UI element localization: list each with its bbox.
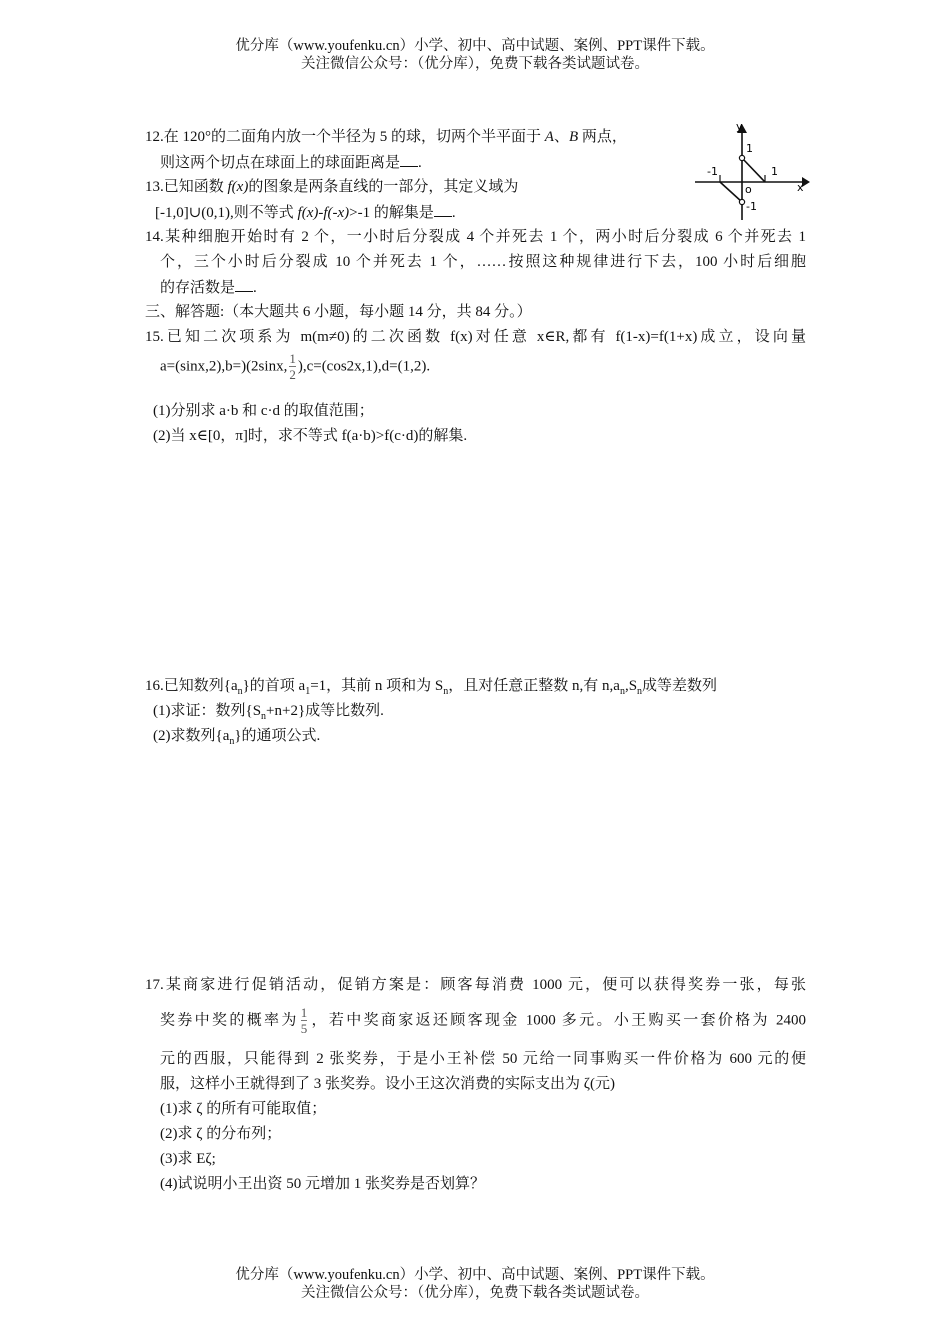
q16-line-1: 16.已知数列$\{a_n\}$的首项 $a_1=1$，其前 n 项和为 $S_n$，且对任意正整数 n,有 $n,a_n,S_n$成等差数列 (145, 678, 718, 697)
q16-part-2: (2)求数列$\{a_n\}$的通项公式. (153, 728, 321, 747)
graph-segment-left (720, 182, 742, 202)
q17-line-2: 奖券中奖的概率为 $\frac{1}{5}$ ，若中奖商家返还顾客现金 1000 多元。小王购买一套价格为 2400 (160, 1005, 806, 1036)
q14-line-3: 的存活数是 . (160, 277, 257, 298)
answer-blank (235, 277, 253, 292)
open-point-top (739, 155, 744, 160)
q14-line-2: 个，三个小时后分裂成 10 个并死去 1 个，……按照这种规律进行下去，100 小时后细胞 (160, 254, 806, 270)
q13-line-2: [-1,0]∪(0,1),则不等式 f(x)-f(-x)>-1 的解集是 . (155, 202, 456, 223)
open-point-bottom (739, 199, 744, 204)
q16-part-1: (1)求证：数列$\{S_n+n+2\}$成等比数列. (153, 703, 384, 722)
y-label: y (736, 120, 743, 133)
q17-line-4: 服，这样小王就得到了 3 张奖券。设小王这次消费的实际支出为 ζ(元) (160, 1076, 615, 1092)
point-a: A (544, 129, 554, 145)
q15-part-1: (1)分别求 a·b 和 c·d 的取值范围； (153, 403, 374, 419)
y-tick-label-minus-1: -1 (746, 200, 757, 213)
q17-part-2: (2)求 ζ 的分布列； (160, 1126, 282, 1142)
y-tick-label-1: 1 (746, 142, 753, 155)
point-b: B (568, 129, 579, 145)
q17-part-3: (3)求 Eζ; (160, 1151, 216, 1167)
tick-label-1: 1 (771, 165, 778, 178)
answer-blank (400, 152, 418, 167)
function-graph (690, 120, 810, 225)
x-label: x (797, 181, 804, 194)
q14-line-1: 14.某种细胞开始时有 2 个，一小时后分裂成 4 个并死去 1 个，两小时后分裂成 6 个并死去 1 (145, 229, 806, 245)
q12-line-1: 12.在 120°的二面角内放一个半径为 5 的球，切两个半平面于 A、B 两点， (145, 129, 627, 145)
origin-label: o (745, 183, 752, 196)
q15-line-1: 15.已知二次项系为 m(m≠0)的二次函数 f(x)对任意 x∈R,都有 f(1-x)=f(1+x)成立，设向量 (145, 329, 806, 345)
tick-label-minus-1: -1 (707, 165, 718, 178)
fraction-fifth: $\frac{1}{5}$ (300, 1005, 308, 1036)
header-line-1: 优分库（www.youfenku.cn）小学、初中、高中试题、案例、PPT课件下载。 (235, 38, 715, 54)
q17-line-3: 元的西服，只能得到 2 张奖券，于是小王补偿 50 元给一同事购买一件价格为 600 元的便 (160, 1051, 806, 1067)
q13-line-1: 13.已知函数 f(x)的图象是两条直线的一部分，其定义域为 (145, 179, 519, 195)
fraction-half: $\frac{1}{2}$ (289, 351, 296, 382)
q17-line-1: 17.某商家进行促销活动，促销方案是：顾客每消费 1000 元，便可以获得奖券一张，每张 (145, 977, 806, 993)
q17-part-4: (4)试说明小王出资 50 元增加 1 张奖券是否划算？ (160, 1176, 485, 1192)
q17-part-1: (1)求 ζ 的所有可能取值； (160, 1101, 327, 1117)
graph-segment-right (742, 158, 765, 182)
header-line-2: 关注微信公众号：（优分库），免费下载各类试题试卷。 (301, 56, 649, 72)
q12-number: 12. (145, 129, 164, 145)
q12-line-2: 则这两个切点在球面上的球面距离是 . (160, 152, 422, 173)
q15-part-2: (2)当 x∈[0，π]时，求不等式 f(a·b)>f(c·d)的解集. (153, 428, 468, 444)
q15-line-2: a=(sinx,2),b=)(2sinx, $\frac{1}{2}$ ),c=(cos2x,1),d=(1,2). (160, 351, 431, 382)
footer-line-1: 优分库（www.youfenku.cn）小学、初中、高中试题、案例、PPT课件下载。 (235, 1267, 715, 1283)
section-heading: 三、解答题:（本大题共 6 小题，每小题 14 分，共 84 分。） (145, 304, 532, 320)
answer-blank (434, 202, 452, 217)
footer-line-2: 关注微信公众号：（优分库），免费下载各类试题试卷。 (301, 1285, 649, 1301)
